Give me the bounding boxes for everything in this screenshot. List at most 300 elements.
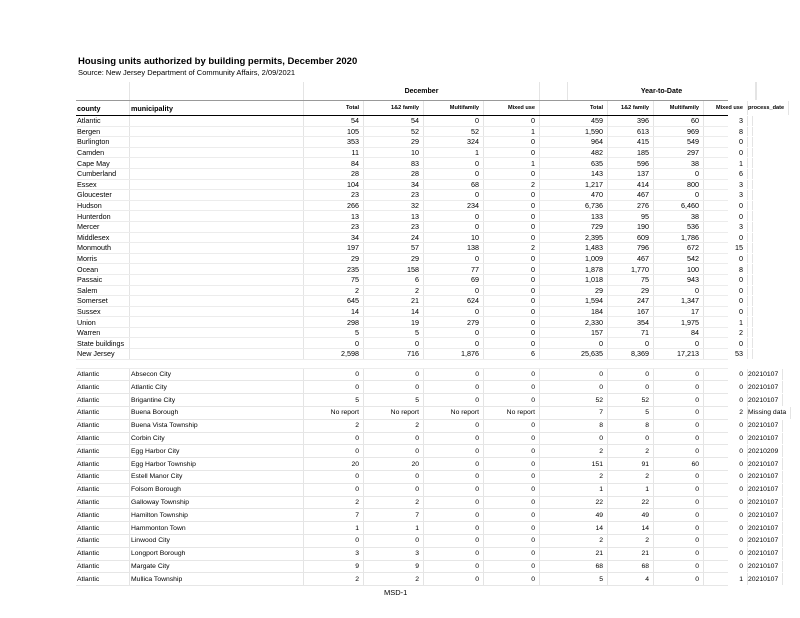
cell-ytd-mixed: 0 [704,338,748,348]
header-dec-mixed: Mixed use [484,101,540,115]
cell-dec-mixed: 0 [484,148,540,158]
cell-dec-total: 84 [304,158,364,168]
cell-ytd-mixed: 0 [704,148,748,158]
cell-county: Morris [76,254,130,264]
cell-ytd-total: 2 [540,445,608,457]
cell-process-date: 20210107 [748,535,783,547]
cell-dec-total: 23 [304,190,364,200]
cell-dec-total: No report [304,407,364,419]
cell-dec-total: 0 [304,484,364,496]
cell-municipality [130,137,304,147]
cell-county: Ocean [76,264,130,274]
cell-ytd-mixed: 2 [704,407,748,419]
cell-dec-mixed: 0 [484,201,540,211]
cell-dec-total: 54 [304,116,364,126]
cell-municipality [130,296,304,306]
county-row [76,158,743,169]
cell-ytd-12family: 0 [608,369,654,381]
cell-dec-multifamily: 0 [424,211,484,221]
cell-dec-total: 104 [304,180,364,190]
cell-ytd-mixed: 3 [704,116,748,126]
cell-ytd-multifamily: 672 [654,243,704,253]
cell-county: Atlantic [76,433,130,445]
cell-ytd-total: 143 [540,169,608,179]
cell-process-date [748,233,753,243]
cell-dec-total: 5 [304,328,364,338]
cell-ytd-12family: 2 [608,445,654,457]
cell-dec-12family: 1 [364,522,424,534]
cell-ytd-12family: 71 [608,328,654,338]
cell-ytd-12family: 354 [608,317,654,327]
cell-ytd-mixed: 53 [704,349,748,359]
cell-ytd-mixed: 0 [704,201,748,211]
cell-ytd-multifamily: 1,975 [654,317,704,327]
cell-ytd-mixed: 0 [704,535,748,547]
cell-county: Atlantic [76,535,130,547]
cell-ytd-mixed: 0 [704,394,748,406]
cell-ytd-total: 1,018 [540,275,608,285]
cell-ytd-multifamily: 0 [654,420,704,432]
cell-dec-total: 20 [304,458,364,470]
header-county: county [76,101,130,115]
cell-dec-mixed: 0 [484,484,540,496]
spacer-row [76,360,728,369]
cell-process-date [748,222,753,232]
cell-process-date [748,127,753,137]
cell-county: Salem [76,286,130,296]
cell-dec-mixed: 0 [484,264,540,274]
cell-dec-12family: 3 [364,548,424,560]
cell-ytd-mixed: 6 [704,169,748,179]
cell-dec-12family: 0 [364,369,424,381]
cell-ytd-total: 29 [540,286,608,296]
cell-ytd-total: 21 [540,548,608,560]
cell-process-date: 20210107 [748,484,783,496]
cell-ytd-multifamily: 84 [654,328,704,338]
cell-dec-mixed: 0 [484,445,540,457]
cell-ytd-mixed: 0 [704,381,748,393]
cell-ytd-mixed: 0 [704,433,748,445]
cell-dec-12family: 0 [364,484,424,496]
municipality-row [76,548,779,561]
cell-ytd-mixed: 0 [704,497,748,509]
municipality-row [76,407,787,420]
cell-ytd-12family: 414 [608,180,654,190]
cell-ytd-total: 14 [540,522,608,534]
cell-ytd-multifamily: 0 [654,338,704,348]
cell-municipality [130,254,304,264]
cell-ytd-mixed: 0 [704,458,748,470]
cell-ytd-total: 1,217 [540,180,608,190]
cell-dec-mixed: 0 [484,394,540,406]
cell-dec-total: 298 [304,317,364,327]
cell-ytd-12family: 596 [608,158,654,168]
cell-process-date [748,243,753,253]
cell-ytd-multifamily: 0 [654,561,704,573]
cell-county: Warren [76,328,130,338]
cell-dec-total: 34 [304,233,364,243]
cell-municipality: Galloway Township [130,497,304,509]
cell-county: Somerset [76,296,130,306]
cell-ytd-total: 1,590 [540,127,608,137]
municipality-row [76,369,779,382]
cell-dec-multifamily: 0 [424,254,484,264]
cell-process-date: 20210107 [748,420,783,432]
cell-ytd-mixed: 0 [704,471,748,483]
cell-dec-total: 353 [304,137,364,147]
cell-ytd-12family: 190 [608,222,654,232]
municipality-row [76,535,779,548]
cell-dec-mixed: 0 [484,169,540,179]
cell-dec-multifamily: 77 [424,264,484,274]
cell-process-date [748,180,753,190]
cell-dec-12family: 0 [364,471,424,483]
cell-dec-total: 0 [304,338,364,348]
cell-municipality: Egg Harbor Township [130,458,304,470]
county-row [76,243,743,254]
cell-dec-total: 0 [304,369,364,381]
cell-dec-multifamily: 0 [424,381,484,393]
cell-municipality: Atlantic City [130,381,304,393]
cell-ytd-total: 49 [540,509,608,521]
cell-dec-12family: 19 [364,317,424,327]
cell-ytd-12family: 396 [608,116,654,126]
cell-dec-multifamily: 234 [424,201,484,211]
cell-ytd-multifamily: 0 [654,509,704,521]
group-ytd: Year-to-Date [568,82,756,100]
cell-process-date [748,317,753,327]
header-ytd-multifamily: Multifamily [654,101,704,115]
cell-ytd-multifamily: 542 [654,254,704,264]
municipality-row [76,420,779,433]
cell-ytd-mixed: 15 [704,243,748,253]
cell-ytd-12family: 8,369 [608,349,654,359]
cell-dec-multifamily: 0 [424,484,484,496]
cell-dec-mixed: 0 [484,535,540,547]
cell-ytd-12family: 415 [608,137,654,147]
cell-ytd-multifamily: 297 [654,148,704,158]
cell-ytd-total: 5 [540,573,608,585]
cell-dec-multifamily: 0 [424,573,484,585]
cell-municipality [130,338,304,348]
cell-dec-mixed: 0 [484,522,540,534]
county-row [76,169,743,180]
cell-municipality [130,233,304,243]
municipality-row [76,394,779,407]
cell-process-date: 20210107 [748,394,783,406]
cell-ytd-mixed: 0 [704,561,748,573]
cell-dec-multifamily: 0 [424,222,484,232]
cell-process-date [748,275,753,285]
cell-county: Atlantic [76,420,130,432]
cell-process-date: 20210107 [748,509,783,521]
cell-ytd-12family: 1,770 [608,264,654,274]
cell-county: Atlantic [76,484,130,496]
cell-ytd-multifamily: 0 [654,394,704,406]
cell-process-date: 20210209 [748,445,783,457]
cell-ytd-multifamily: 969 [654,127,704,137]
county-row [76,232,743,244]
cell-dec-multifamily: 279 [424,317,484,327]
cell-ytd-12family: 613 [608,127,654,137]
cell-ytd-multifamily: 0 [654,169,704,179]
cell-dec-mixed: 0 [484,307,540,317]
cell-municipality [130,264,304,274]
cell-dec-total: 0 [304,535,364,547]
cell-ytd-12family: 796 [608,243,654,253]
cell-ytd-total: 6,736 [540,201,608,211]
cell-dec-mixed: 0 [484,275,540,285]
cell-process-date: Missing data [748,407,791,419]
cell-dec-12family: 14 [364,307,424,317]
cell-dec-12family: 57 [364,243,424,253]
county-row [76,126,743,138]
cell-ytd-total: 184 [540,307,608,317]
cell-ytd-12family: 609 [608,233,654,243]
cell-county: Cumberland [76,169,130,179]
cell-process-date [748,286,753,296]
cell-process-date [748,328,753,338]
cell-dec-total: 28 [304,169,364,179]
cell-ytd-mixed: 2 [704,328,748,338]
cell-ytd-12family: 467 [608,254,654,264]
cell-dec-12family: 54 [364,116,424,126]
county-row [76,275,743,286]
cell-process-date: 20210107 [748,548,783,560]
cell-dec-multifamily: 0 [424,458,484,470]
cell-dec-multifamily: 0 [424,522,484,534]
cell-dec-multifamily: 0 [424,535,484,547]
cell-ytd-total: 0 [540,381,608,393]
cell-ytd-multifamily: 0 [654,369,704,381]
cell-ytd-mixed: 0 [704,307,748,317]
cell-dec-multifamily: 0 [424,307,484,317]
cell-ytd-total: 729 [540,222,608,232]
cell-municipality: Buena Borough [130,407,304,419]
cell-dec-12family: 21 [364,296,424,306]
cell-dec-multifamily: 624 [424,296,484,306]
cell-county: Union [76,317,130,327]
cell-ytd-multifamily: 38 [654,158,704,168]
cell-ytd-12family: 2 [608,471,654,483]
cell-dec-12family: 7 [364,509,424,521]
cell-dec-mixed: 0 [484,497,540,509]
cell-dec-12family: 28 [364,169,424,179]
cell-ytd-mixed: 0 [704,296,748,306]
cell-ytd-mixed: 0 [704,522,748,534]
cell-ytd-total: 635 [540,158,608,168]
cell-dec-total: 0 [304,433,364,445]
cell-ytd-total: 2,330 [540,317,608,327]
cell-ytd-multifamily: 0 [654,573,704,585]
cell-ytd-mixed: 0 [704,369,748,381]
cell-municipality: Margate City [130,561,304,573]
cell-dec-mixed: No report [484,407,540,419]
cell-ytd-multifamily: 1,347 [654,296,704,306]
cell-municipality: Folsom Borough [130,484,304,496]
report-source: Source: New Jersey Department of Community Affairs, 2/09/2021 [78,68,296,77]
column-header-row [76,101,785,116]
cell-ytd-mixed: 0 [704,211,748,221]
cell-ytd-total: 0 [540,338,608,348]
cell-ytd-mixed: 0 [704,484,748,496]
cell-municipality: Egg Harbor City [130,445,304,457]
cell-county: Atlantic [76,116,130,126]
cell-ytd-total: 459 [540,116,608,126]
cell-ytd-multifamily: 0 [654,548,704,560]
group-header-row [76,82,728,101]
cell-dec-mixed: 0 [484,190,540,200]
cell-ytd-total: 482 [540,148,608,158]
cell-municipality [130,180,304,190]
cell-ytd-total: 133 [540,211,608,221]
municipality-rows [76,369,787,587]
cell-process-date [748,254,753,264]
cell-dec-multifamily: 52 [424,127,484,137]
cell-dec-12family: 24 [364,233,424,243]
cell-dec-12family: 0 [364,445,424,457]
cell-municipality [130,349,304,359]
cell-ytd-multifamily: 943 [654,275,704,285]
cell-county: Atlantic [76,445,130,457]
cell-dec-total: 2 [304,420,364,432]
cell-ytd-total: 1 [540,484,608,496]
cell-ytd-mixed: 0 [704,275,748,285]
municipality-row [76,381,779,394]
cell-county: Middlesex [76,233,130,243]
cell-ytd-total: 151 [540,458,608,470]
cell-dec-multifamily: 0 [424,561,484,573]
cell-ytd-mixed: 3 [704,222,748,232]
cell-dec-12family: 34 [364,180,424,190]
cell-dec-12family: 32 [364,201,424,211]
cell-municipality [130,158,304,168]
cell-ytd-total: 22 [540,497,608,509]
cell-dec-12family: 2 [364,420,424,432]
cell-ytd-12family: 167 [608,307,654,317]
cell-dec-12family: No report [364,407,424,419]
cell-dec-mixed: 0 [484,381,540,393]
cell-ytd-total: 964 [540,137,608,147]
cell-county: Monmouth [76,243,130,253]
cell-dec-12family: 20 [364,458,424,470]
cell-dec-12family: 29 [364,137,424,147]
cell-dec-12family: 23 [364,190,424,200]
cell-process-date [748,137,753,147]
cell-ytd-total: 8 [540,420,608,432]
cell-dec-multifamily: 1 [424,148,484,158]
cell-ytd-total: 1,594 [540,296,608,306]
cell-dec-total: 5 [304,394,364,406]
cell-dec-mixed: 1 [484,158,540,168]
cell-dec-multifamily: 1,876 [424,349,484,359]
permits-table [76,82,787,586]
county-row [76,254,743,265]
cell-ytd-multifamily: 0 [654,433,704,445]
county-row [76,116,743,127]
cell-dec-multifamily: 0 [424,158,484,168]
cell-dec-12family: 0 [364,338,424,348]
cell-dec-multifamily: 138 [424,243,484,253]
cell-county: Sussex [76,307,130,317]
cell-dec-mixed: 0 [484,509,540,521]
cell-dec-12family: 2 [364,573,424,585]
cell-dec-mixed: 0 [484,458,540,470]
cell-ytd-12family: 91 [608,458,654,470]
cell-ytd-12family: 95 [608,211,654,221]
cell-dec-total: 2 [304,573,364,585]
municipality-row [76,484,779,497]
cell-dec-mixed: 0 [484,296,540,306]
page-footer: MSD-1 [384,588,408,597]
cell-municipality [130,243,304,253]
cell-dec-12family: 52 [364,127,424,137]
cell-dec-mixed: 0 [484,573,540,585]
cell-ytd-total: 68 [540,561,608,573]
cell-ytd-total: 0 [540,433,608,445]
municipality-row [76,433,779,446]
cell-ytd-multifamily: 6,460 [654,201,704,211]
cell-process-date: 20210107 [748,471,783,483]
county-row [76,137,743,148]
municipality-row [76,573,779,586]
cell-municipality [130,317,304,327]
cell-municipality: Buena Vista Township [130,420,304,432]
cell-dec-mixed: 2 [484,180,540,190]
county-row [76,211,743,222]
cell-county: Atlantic [76,458,130,470]
county-row [76,349,743,360]
cell-dec-total: 197 [304,243,364,253]
cell-dec-mixed: 6 [484,349,540,359]
county-row [76,190,743,201]
cell-dec-mixed: 0 [484,433,540,445]
cell-dec-multifamily: 0 [424,328,484,338]
cell-process-date: 20210107 [748,381,783,393]
cell-dec-total: 23 [304,222,364,232]
cell-process-date: 20210107 [748,497,783,509]
cell-process-date [748,158,753,168]
cell-county: Atlantic [76,548,130,560]
cell-county: Cape May [76,158,130,168]
cell-municipality: Corbin City [130,433,304,445]
cell-dec-multifamily: 0 [424,116,484,126]
header-ytd-total: Total [540,101,608,115]
county-row [76,317,743,328]
header-ytd-12family: 1&2 family [608,101,654,115]
cell-dec-12family: 29 [364,254,424,264]
cell-county: Atlantic [76,509,130,521]
cell-ytd-multifamily: 60 [654,458,704,470]
cell-process-date: 20210107 [748,573,783,585]
cell-municipality [130,190,304,200]
cell-dec-mixed: 0 [484,254,540,264]
report-title: Housing units authorized by building permits, December 2020 [78,56,358,67]
cell-municipality: Brigantine City [130,394,304,406]
cell-ytd-multifamily: 0 [654,286,704,296]
cell-ytd-mixed: 0 [704,254,748,264]
cell-municipality [130,286,304,296]
municipality-row [76,471,779,484]
cell-county: Hunterdon [76,211,130,221]
cell-county: Atlantic [76,471,130,483]
cell-municipality: Hammonton Town [130,522,304,534]
cell-ytd-total: 25,635 [540,349,608,359]
cell-process-date: 20210107 [748,522,783,534]
cell-process-date: 20210107 [748,433,783,445]
cell-dec-multifamily: 0 [424,445,484,457]
cell-dec-mixed: 0 [484,561,540,573]
